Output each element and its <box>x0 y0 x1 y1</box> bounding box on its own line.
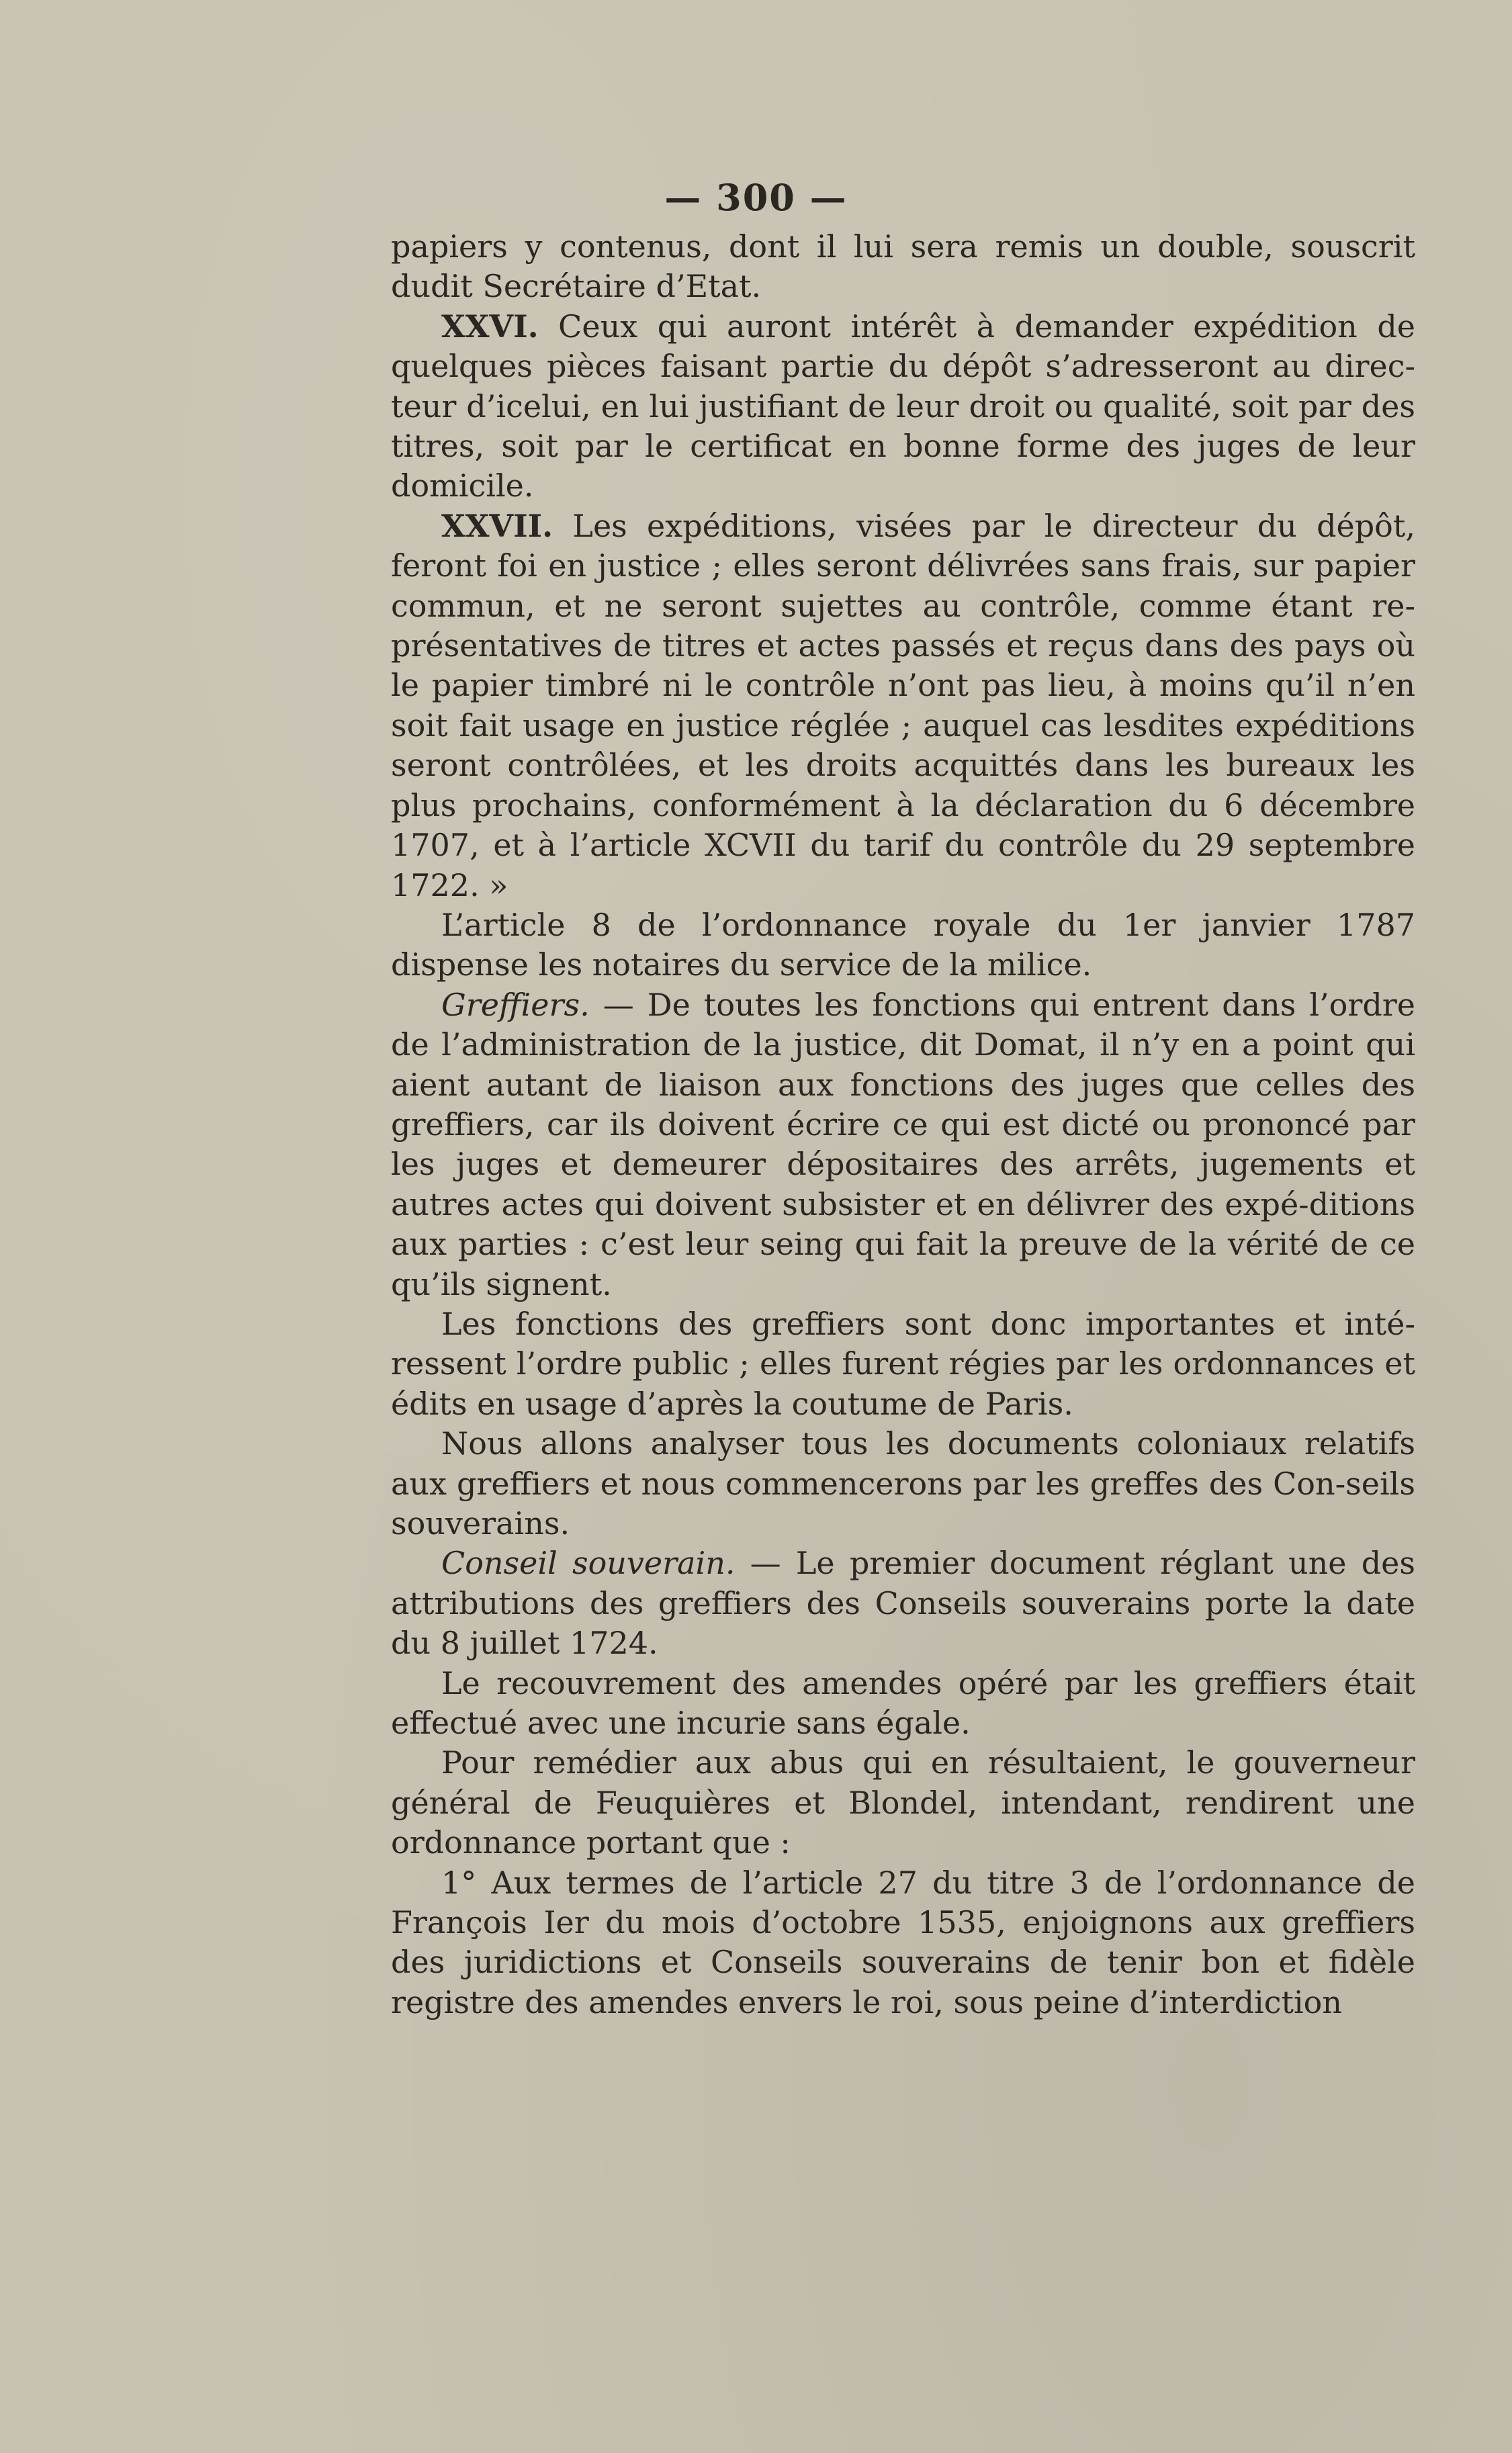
paragraph-article-xxvi <box>391 307 1415 506</box>
paragraph-ordonnance <box>391 1743 1415 1863</box>
paragraph-text: Les fonctions des greffiers sont donc importantes et inté-ressent l’ordre public ; elles furent régies par les ordonnances et édits en usage d’après la coutume de Paris. <box>391 1305 1415 1422</box>
paragraph-text: L’article 8 de l’ordonnance royale du 1er janvier 1787 dispense les notaires du service de la milice. <box>391 906 1415 983</box>
paragraph-text: Le recouvrement des amendes opéré par les greffiers était effectué avec une incurie sans égale. <box>391 1664 1415 1742</box>
paragraph-recouvrement <box>391 1664 1415 1744</box>
paragraph-greffiers <box>391 985 1415 1304</box>
paragraph-article-xxvii <box>391 506 1415 905</box>
paragraph-fonctions <box>391 1304 1415 1424</box>
paragraph-text: Les expéditions, visées par le directeur du dépôt, feront foi en justice ; elles seront délivrées sans frais, sur papier commun, et ne seront sujettes au contrôle, comme étant re-présentatives de titres et actes passés et reçus dans des pays où le papier timbré ni le contrôle n’ont pas lieu, à moins qu’il n’en soit fait usage en justice réglée ; auquel cas lesdites expéditions seront contrôlées, et les droits acquittés dans les bureaux les plus prochains, conformément à la déclaration du 6 décembre 1707, et à l’article XCVII du tarif du contrôle du 29 septembre 1722. » <box>391 507 1415 903</box>
paragraph-text: 1° Aux termes de l’article 27 du titre 3 de l’ordonnance de François Ier du mois d’octobre 1535, enjoignons aux greffiers des juridictions et Conseils souverains de tenir bon et fidèle registre des amendes envers le roi, sous peine d’interdiction <box>391 1864 1415 2020</box>
paragraph-text: — Le premier document réglant une des attributions des greffiers des Conseils souverains porte la date du 8 juillet 1724. <box>391 1545 1415 1662</box>
section-heading: Conseil souverain. <box>441 1545 736 1582</box>
paragraph-text: Pour remédier aux abus qui en résultaient, le gouverneur général de Feuquières et Blondel, intendant, rendirent une ordonnance portant que : <box>391 1744 1415 1861</box>
paragraph-text: Nous allons analyser tous les documents coloniaux relatifs aux greffiers et nous commencerons par les greffes des Con-seils souverains. <box>391 1425 1415 1542</box>
page-number: — 300 — <box>664 176 848 219</box>
paragraph-text: papiers y contenus, dont il lui sera remis un double, souscrit dudit Secrétaire d’Etat. <box>391 228 1415 305</box>
article-number: XXVI. <box>441 308 539 345</box>
paragraph-analyse <box>391 1424 1415 1544</box>
section-heading: Greffiers. <box>441 986 590 1023</box>
body-text <box>391 227 1415 2022</box>
paragraph-text: — De toutes les fonctions qui entrent dans l’ordre de l’administration de la justice, dit Domat, il n’y en a point qui aient autant de liaison aux fonctions des juges que celles des greffiers, car ils doivent écrire ce qui est dicté ou prononcé par les juges et demeurer dépositaires des arrêts, jugements et autres actes qui doivent subsister et en délivrer des expé-ditions aux parties : c’est leur seing qui fait la preuve de la vérité de ce qu’ils signent. <box>391 986 1415 1302</box>
paragraph-continuation <box>391 227 1415 307</box>
paragraph-text: Ceux qui auront intérêt à demander expédition de quelques pièces faisant partie du dépôt s’adresseront au direc-teur d’icelui, en lui justifiant de leur droit ou qualité, soit par des titres, soit par le certificat en bonne forme des juges de leur domicile. <box>391 308 1415 504</box>
paragraph-conseil-souverain <box>391 1544 1415 1663</box>
paragraph-milice <box>391 905 1415 985</box>
article-number: XXVII. <box>441 507 553 544</box>
paragraph-article-1 <box>391 1863 1415 2023</box>
